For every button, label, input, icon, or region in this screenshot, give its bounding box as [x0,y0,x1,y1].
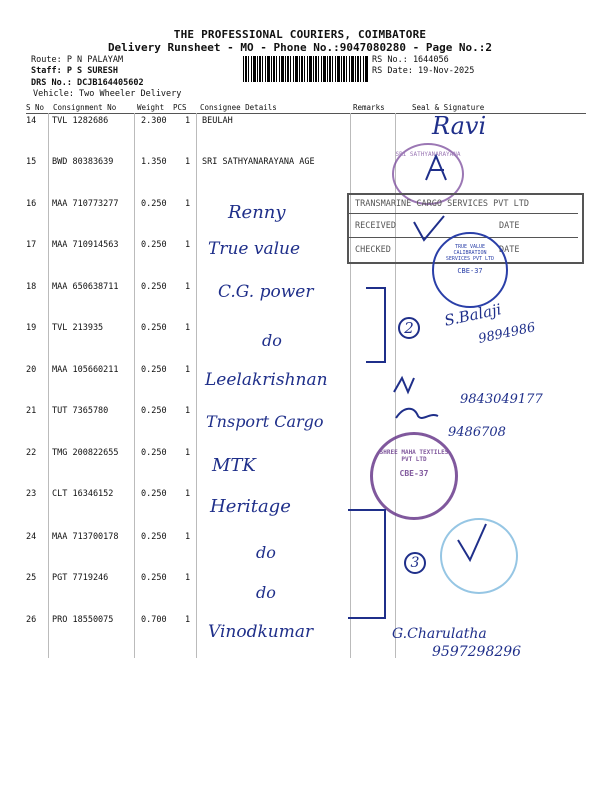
bracket-mark [366,287,386,363]
scribble-marks [390,370,460,440]
signature-ravi: Ravi [432,112,487,140]
row-weight: 0.250 [141,406,167,416]
row-sno: 22 [26,448,37,458]
handwritten-ditto: do [256,583,276,602]
sri-seal-text: SRI SATHYANARAYANA [395,151,461,158]
row-consignment: TMG 200822655 [52,448,119,458]
row-consignment: MAA 105660211 [52,365,119,375]
row-consignee: SRI SATHYANARAYANA AGE [202,157,315,167]
row-pcs: 1 [185,323,191,333]
handwritten-heritage: Heritage [210,496,291,517]
initial-mark [418,150,458,190]
shree-seal [370,432,458,520]
company-title: THE PROFESSIONAL COURIERS, COIMBATORE [173,28,427,41]
row-consignment: PGT 7719246 [52,573,109,583]
table-row [26,116,586,156]
handwritten-cg-power: C.G. power [218,282,314,302]
row-consignment: TVL 213935 [52,323,104,333]
handwritten-phone: 9894986 [477,320,537,347]
row-pcs: 1 [185,615,191,625]
row-sno: 26 [26,615,37,625]
row-consignment: MAA 710914563 [52,240,119,250]
row-consignment: CLT 16346152 [52,489,114,499]
col-consignment: Consignment No [53,103,117,112]
row-consignment: TVL 1282686 [52,116,109,126]
row-weight: 0.250 [141,240,167,250]
shree-seal-text: SHREE MAHA TEXTILES PVT LTD [379,449,449,463]
table-header [26,102,586,114]
handwritten-ditto: do [262,331,282,350]
row-consignment: MAA 713700178 [52,532,119,542]
row-pcs: 1 [185,199,191,209]
row-weight: 0.250 [141,448,167,458]
row-sno: 18 [26,282,37,292]
staff-label: Staff: P S SURESH [31,66,118,76]
checkmark-icon [452,520,492,570]
row-pcs: 1 [185,282,191,292]
row-sno: 23 [26,489,37,499]
row-sno: 20 [26,365,37,375]
row-consignment: MAA 710773277 [52,199,119,209]
row-weight: 0.250 [141,489,167,499]
col-seal: Seal & Signature [412,103,485,112]
row-sno: 21 [26,406,37,416]
row-sno: 17 [26,240,37,250]
row-pcs: 1 [185,532,191,542]
stamp-date: DATE [499,221,520,231]
barcode [243,56,368,82]
circled-number: 3 [404,552,426,574]
route-label: Route: P N PALAYAM [31,55,124,65]
row-weight: 0.250 [141,282,167,292]
row-pcs: 1 [185,406,191,416]
row-weight: 0.250 [141,532,167,542]
handwritten-renny: Renny [228,202,286,223]
true-value-seal-text: TRUE VALUE CALIBRATION SERVICES PVT LTD [445,244,495,262]
stamp-title: TRANSMARINE CARGO SERVICES PVT LTD [355,199,529,209]
rs-date: RS Date: 19-Nov-2025 [372,66,475,76]
row-sno: 24 [26,532,37,542]
handwritten-vinodkumar: Vinodkumar [208,622,314,642]
table-row [26,157,586,197]
row-consignment: TUT 7365780 [52,406,109,416]
row-weight: 0.250 [141,573,167,583]
row-consignment: BWD 80383639 [52,157,114,167]
handwritten-mtk: MTK [212,455,256,476]
row-sno: 19 [26,323,37,333]
stamp-received: RECEIVED [355,221,396,231]
stamp-divider [349,213,578,214]
row-consignee: BEULAH [202,116,233,126]
col-weight: Weight [137,103,165,112]
vehicle-label: Vehicle: Two Wheeler Delivery [33,89,182,99]
row-weight: 0.250 [141,199,167,209]
shree-seal-code: CBE-37 [399,469,429,478]
stamp-checked-date: DATE [499,245,520,255]
row-pcs: 1 [185,489,191,499]
stamp-checked: CHECKED [355,245,391,255]
table-row [26,489,586,529]
col-remarks: Remarks [353,103,385,112]
row-consignment: PRO 18550075 [52,615,114,625]
row-weight: 1.350 [141,157,167,167]
row-pcs: 1 [185,157,191,167]
handwritten-leelakrishnan: Leelakrishnan [205,370,328,390]
signature-sbalaji: S.Balaji [442,300,503,330]
row-weight: 0.250 [141,323,167,333]
row-pcs: 1 [185,573,191,583]
handwritten-phone: 9486708 [448,425,506,440]
row-pcs: 1 [185,448,191,458]
row-pcs: 1 [185,365,191,375]
true-value-seal-code: CBE-37 [457,267,483,275]
handwritten-ditto: do [256,543,276,562]
handwritten-phone: 9843049177 [460,392,543,407]
row-sno: 16 [26,199,37,209]
col-sno: S No [26,103,45,112]
rs-number: RS No.: 1644056 [372,55,449,65]
circled-number: 2 [398,317,420,339]
handwritten-true-value: True value [208,239,301,259]
signature-charulatha: G.Charulatha [392,626,487,642]
col-consignee: Consignee Details [200,103,277,112]
handwritten-phone: 9597298296 [432,644,522,660]
bracket-mark [348,509,386,619]
row-sno: 25 [26,573,37,583]
col-pcs: PCS [173,103,187,112]
row-pcs: 1 [185,116,191,126]
row-sno: 15 [26,157,37,167]
runsheet-subtitle: Delivery Runsheet - MO - Phone No.:9047080280 - Page No.:2 [107,41,493,54]
drs-label: DRS No.: DCJB164405602 [31,78,144,88]
row-weight: 2.300 [141,116,167,126]
row-weight: 0.250 [141,365,167,375]
row-sno: 14 [26,116,37,126]
row-pcs: 1 [185,240,191,250]
handwritten-tnsport-cargo: Tnsport Cargo [206,412,324,431]
row-weight: 0.700 [141,615,167,625]
checkmark-icon [410,214,450,244]
row-consignment: MAA 650638711 [52,282,119,292]
table-row [26,448,586,488]
